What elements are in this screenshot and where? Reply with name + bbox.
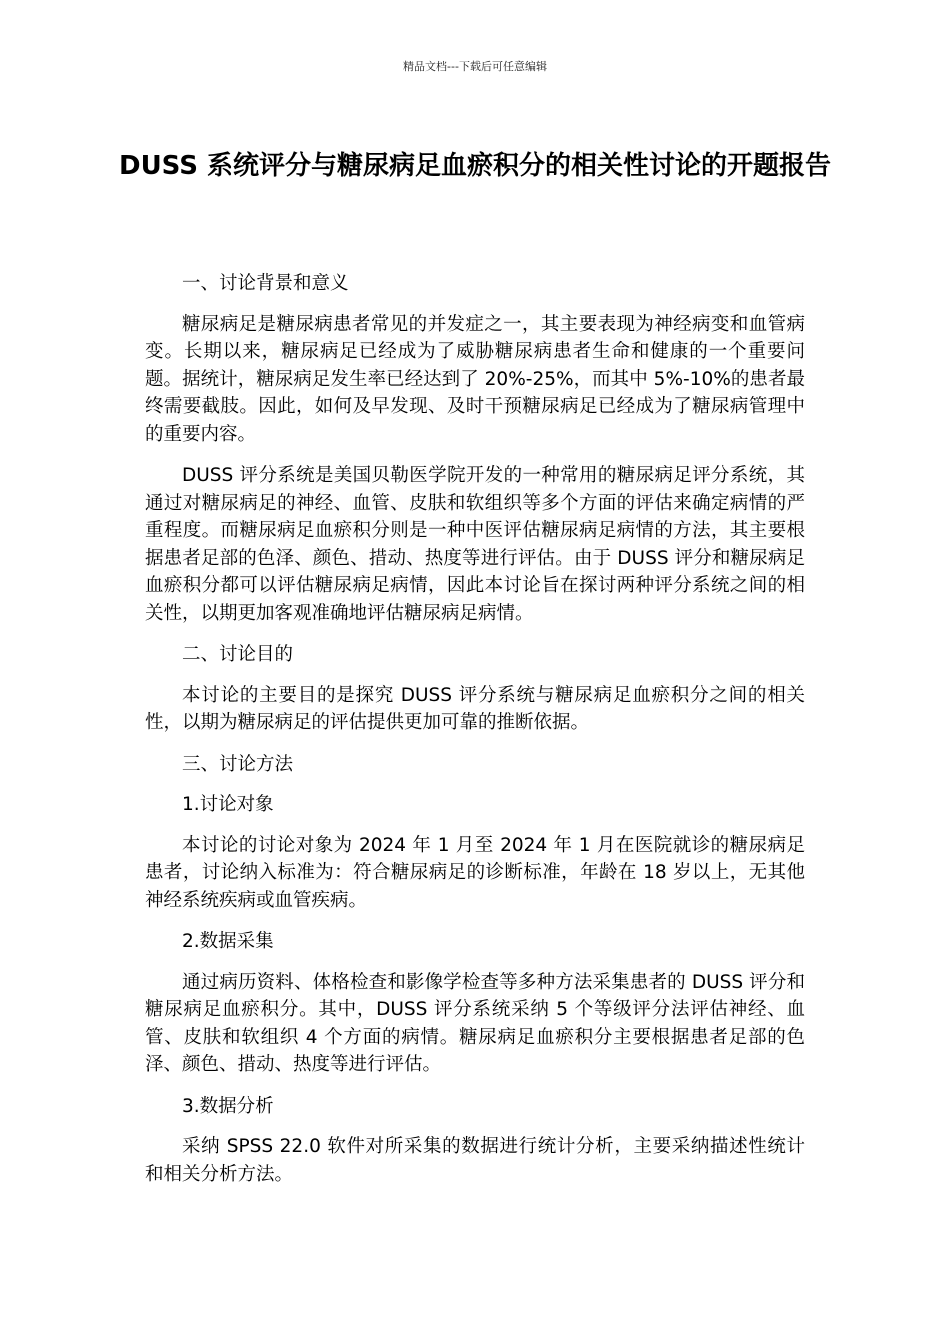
paragraph: DUSS 评分系统是美国贝勒医学院开发的一种常用的糖尿病足评分系统，其通过对糖尿病足的神经、血管、皮肤和软组织等多个方面的评估来确定病情的严重程度。而糖尿病足血瘀积分则是一种中医评估糖尿病足病情的方法，其主要根据患者足部的色泽、颜色、措动、热度等进行评估。由于 DUSS 评分和糖尿病足血瘀积分都可以评估糖尿病足病情，因此本讨论旨在探讨两种评分系统之间的相关性，以期更加客观准确地评估糖尿病足病情。	[145, 465, 805, 624]
paragraph: 通过病历资料、体格检查和影像学检查等多种方法采集患者的 DUSS 评分和糖尿病足血瘀积分。其中，DUSS 评分系统采纳 5 个等级评分法评估神经、血管、皮肤和软组织 4 个方面的病情。糖尿病足血瘀积分主要根据患者足部的色泽、颜色、措动、热度等进行评估。	[145, 971, 805, 1075]
section-heading-background: 一、讨论背景和意义	[182, 273, 349, 294]
paragraph: 本讨论的主要目的是探究 DUSS 评分系统与糖尿病足血瘀积分之间的相关性，以期为糖尿病足的评估提供更加可靠的推断依据。	[145, 684, 805, 733]
section-heading-methods: 三、讨论方法	[182, 753, 294, 775]
document-title: DUSS 系统评分与糖尿病足血瘀积分的相关性讨论的开题报告	[118, 151, 832, 181]
subheading-data-collection: 2.数据采集	[182, 931, 274, 952]
document-body	[145, 270, 805, 1202]
paragraph: 糖尿病足是糖尿病患者常见的并发症之一，其主要表现为神经病变和血管病变。长期以来，糖尿病足已经成为了威胁糖尿病患者生命和健康的一个重要问题。据统计，糖尿病足发生率已经达到了 20%-25%，而其中 5%-10%的患者最终需要截肢。因此，如何及早发现、及时干预糖尿病足已经成为了糖尿病管理中的重要内容。	[145, 313, 805, 445]
section-heading-purpose: 二、讨论目的	[182, 644, 294, 665]
paragraph: 本讨论的讨论对象为 2024 年 1 月至 2024 年 1 月在医院就诊的糖尿病足患者，讨论纳入标准为：符合糖尿病足的诊断标准，年龄在 18 岁以上，无其他神经系统疾病或血管疾病。	[145, 834, 805, 911]
subheading-subjects: 1.讨论对象	[182, 794, 274, 815]
subheading-data-analysis: 3.数据分析	[182, 1095, 274, 1117]
page-header: 精品文档---下载后可任意编辑	[403, 60, 547, 73]
paragraph: 采纳 SPSS 22.0 软件对所采集的数据进行统计分析，主要采纳描述性统计和相关分析方法。	[145, 1136, 805, 1185]
